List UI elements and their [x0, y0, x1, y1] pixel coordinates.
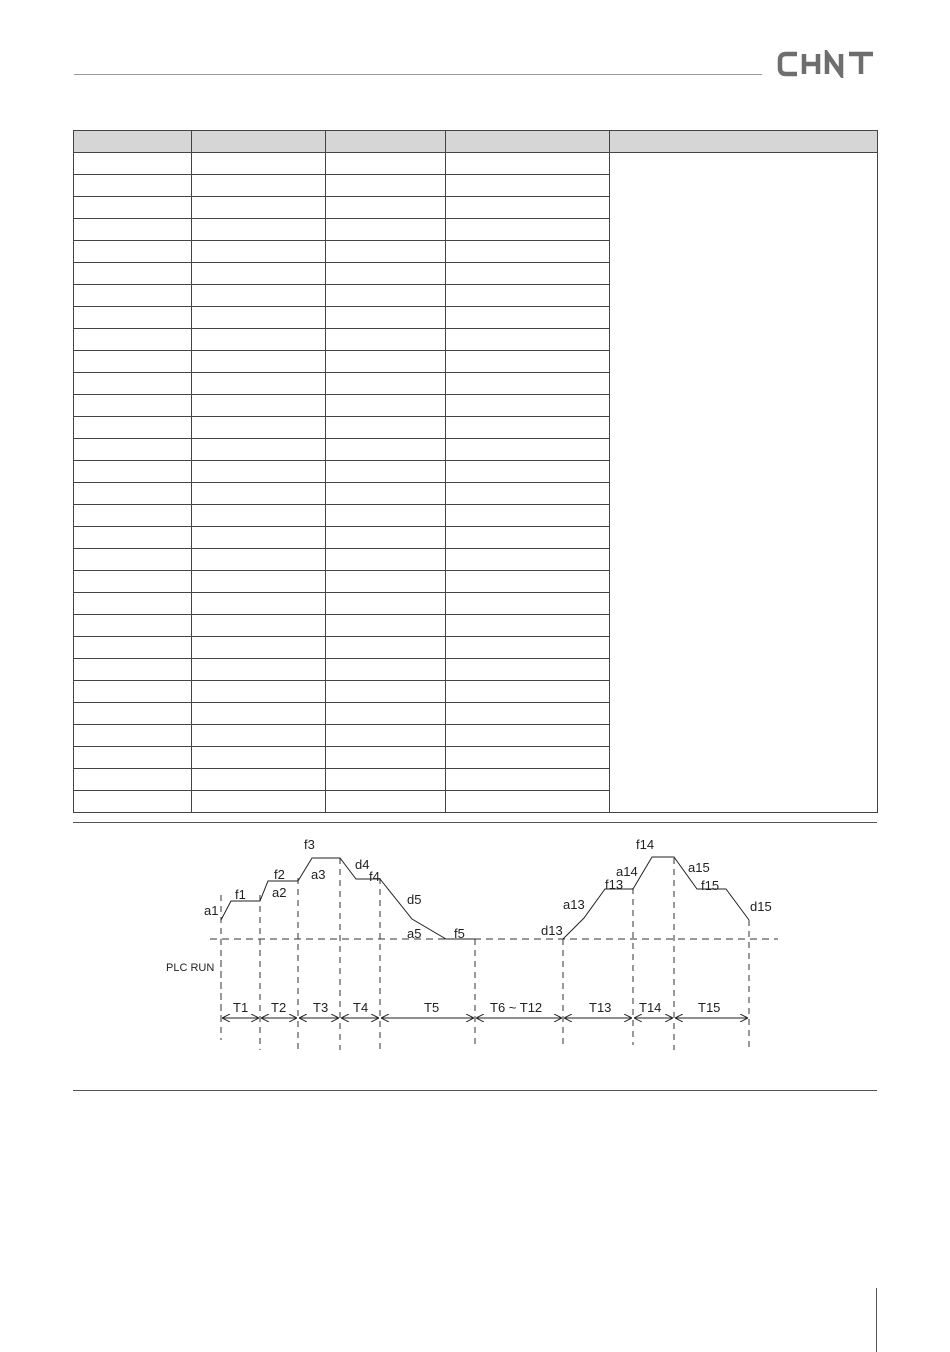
accel-label: a1: [204, 903, 219, 918]
table-cell: [326, 197, 446, 219]
table-cell: [74, 571, 192, 593]
table-cell: [446, 307, 610, 329]
decel-label: d13: [541, 923, 563, 938]
table-cell: [326, 373, 446, 395]
table-cell: [192, 505, 326, 527]
table-cell: [74, 417, 192, 439]
table-cell: [446, 615, 610, 637]
table-cell: [446, 483, 610, 505]
table-cell: [74, 395, 192, 417]
table-cell: [192, 571, 326, 593]
table-cell: [192, 307, 326, 329]
table-cell: [74, 285, 192, 307]
table-cell: [192, 395, 326, 417]
parameter-table: [73, 130, 878, 813]
table-cell: [326, 329, 446, 351]
table-cell: [74, 747, 192, 769]
plc-run-label: PLC RUN: [166, 962, 215, 974]
table-cell: [192, 483, 326, 505]
table-cell: [192, 219, 326, 241]
table-cell: [326, 703, 446, 725]
table-cell: [326, 791, 446, 813]
brand-logo: [777, 50, 875, 85]
table-cell: [192, 703, 326, 725]
table-cell: [326, 527, 446, 549]
table-cell: [192, 725, 326, 747]
table-cell: [192, 153, 326, 175]
table-cell: [192, 747, 326, 769]
table-row: [74, 153, 878, 175]
table-cell: [74, 197, 192, 219]
decel-label: d5: [407, 892, 422, 907]
table-cell: [192, 417, 326, 439]
table-cell: [192, 175, 326, 197]
table-header-cell: [610, 131, 878, 153]
table-cell: [446, 373, 610, 395]
table-cell: [192, 461, 326, 483]
table-cell: [192, 659, 326, 681]
frequency-profile-right: [563, 857, 749, 939]
table-cell: [446, 219, 610, 241]
profile-labels: [166, 837, 772, 974]
freq-label: f3: [304, 837, 315, 852]
freq-label: f14: [636, 837, 655, 852]
table-cell: [446, 549, 610, 571]
freq-label: f2: [274, 867, 285, 882]
table-cell: [192, 351, 326, 373]
time-label: T2: [271, 1000, 287, 1015]
table-cell: [192, 527, 326, 549]
time-labels: [233, 1000, 720, 1015]
time-label: T5: [424, 1000, 440, 1015]
table-cell: [326, 593, 446, 615]
table-cell: [74, 703, 192, 725]
table-cell: [192, 285, 326, 307]
accel-label: a13: [563, 897, 585, 912]
table-cell: [192, 615, 326, 637]
freq-label: f5: [454, 926, 465, 941]
segment-boundaries: [221, 858, 749, 1050]
table-cell: [326, 769, 446, 791]
table-cell: [446, 351, 610, 373]
header-rule: [74, 74, 762, 75]
table-cell: [192, 593, 326, 615]
table-cell: [326, 549, 446, 571]
table-cell: [74, 769, 192, 791]
accel-label: a15: [688, 860, 710, 875]
table-cell: [446, 263, 610, 285]
table-cell: [446, 417, 610, 439]
figure-bottom-rule: [73, 1090, 877, 1091]
table-cell: [446, 395, 610, 417]
table-cell: [192, 241, 326, 263]
table-cell: [326, 483, 446, 505]
table-cell: [446, 285, 610, 307]
time-label: T1: [233, 1000, 249, 1015]
table-cell: [326, 241, 446, 263]
table-cell: [74, 593, 192, 615]
table-cell: [446, 593, 610, 615]
table-cell: [326, 263, 446, 285]
table-cell: [74, 681, 192, 703]
table-cell: [326, 285, 446, 307]
table-cell: [326, 307, 446, 329]
table-cell: [446, 241, 610, 263]
table-cell: [446, 791, 610, 813]
table-cell: [192, 681, 326, 703]
table-cell: [326, 395, 446, 417]
table-cell: [192, 329, 326, 351]
accel-label: a14: [616, 864, 638, 879]
table-cell: [446, 659, 610, 681]
table-header-cell: [446, 131, 610, 153]
time-label: T4: [353, 1000, 369, 1015]
table-cell: [446, 637, 610, 659]
table-cell: [74, 373, 192, 395]
table-cell: [326, 615, 446, 637]
table-cell: [192, 637, 326, 659]
table-cell: [74, 615, 192, 637]
table-cell: [326, 571, 446, 593]
table-cell: [326, 461, 446, 483]
table-cell: [326, 219, 446, 241]
table-cell: [74, 329, 192, 351]
accel-label: a5: [407, 926, 422, 941]
table-cell: [326, 637, 446, 659]
table-header-cell: [326, 131, 446, 153]
table-cell: [326, 725, 446, 747]
table-cell: [74, 659, 192, 681]
table-cell: [326, 439, 446, 461]
table-cell: [74, 461, 192, 483]
time-label: T3: [313, 1000, 329, 1015]
decel-label: d15: [750, 899, 772, 914]
decel-label: d4: [355, 857, 370, 872]
table-cell: [74, 175, 192, 197]
table-cell: [74, 505, 192, 527]
table-cell: [192, 769, 326, 791]
freq-label: f15: [701, 878, 720, 893]
table-cell: [74, 439, 192, 461]
table-cell: [74, 527, 192, 549]
page-side-rule: [876, 1288, 877, 1352]
freq-label: f4: [369, 869, 380, 884]
table-cell: [446, 571, 610, 593]
logo-graphic: [777, 50, 875, 78]
table-cell: [74, 307, 192, 329]
table-cell: [74, 725, 192, 747]
table-cell: [192, 373, 326, 395]
plc-run-timing-diagram: [0, 820, 950, 1070]
table-cell: [74, 241, 192, 263]
table-merged-cell: [610, 153, 878, 813]
table-cell: [74, 549, 192, 571]
freq-label: f13: [605, 877, 624, 892]
table-cell: [446, 175, 610, 197]
table-cell: [192, 197, 326, 219]
table-cell: [326, 659, 446, 681]
table-cell: [74, 637, 192, 659]
table-cell: [446, 505, 610, 527]
table-cell: [446, 681, 610, 703]
table-cell: [446, 153, 610, 175]
table-cell: [446, 439, 610, 461]
table-header-row: [74, 131, 878, 153]
table-cell: [192, 439, 326, 461]
freq-label: f1: [235, 887, 246, 902]
table-cell: [74, 153, 192, 175]
time-label: T13: [589, 1000, 612, 1015]
table-header-cell: [192, 131, 326, 153]
table-header-cell: [74, 131, 192, 153]
time-label: T14: [639, 1000, 662, 1015]
table-cell: [326, 505, 446, 527]
table-cell: [446, 461, 610, 483]
table-cell: [446, 725, 610, 747]
table-cell: [446, 527, 610, 549]
table-cell: [74, 791, 192, 813]
table-cell: [74, 483, 192, 505]
table-cell: [74, 351, 192, 373]
table-cell: [326, 351, 446, 373]
table-cell: [192, 791, 326, 813]
accel-label: a2: [272, 885, 287, 900]
accel-label: a3: [311, 867, 326, 882]
table-cell: [326, 681, 446, 703]
table-cell: [326, 175, 446, 197]
time-label: T6 ~ T12: [490, 1000, 543, 1015]
table-cell: [446, 329, 610, 351]
table-cell: [326, 153, 446, 175]
table-cell: [446, 703, 610, 725]
table-cell: [446, 197, 610, 219]
time-label: T15: [698, 1000, 721, 1015]
table-cell: [192, 263, 326, 285]
frequency-profile-left: [221, 858, 475, 939]
table-cell: [326, 417, 446, 439]
table-cell: [446, 747, 610, 769]
table-cell: [326, 747, 446, 769]
table-cell: [74, 219, 192, 241]
table-cell: [446, 769, 610, 791]
table-cell: [192, 549, 326, 571]
table-cell: [74, 263, 192, 285]
